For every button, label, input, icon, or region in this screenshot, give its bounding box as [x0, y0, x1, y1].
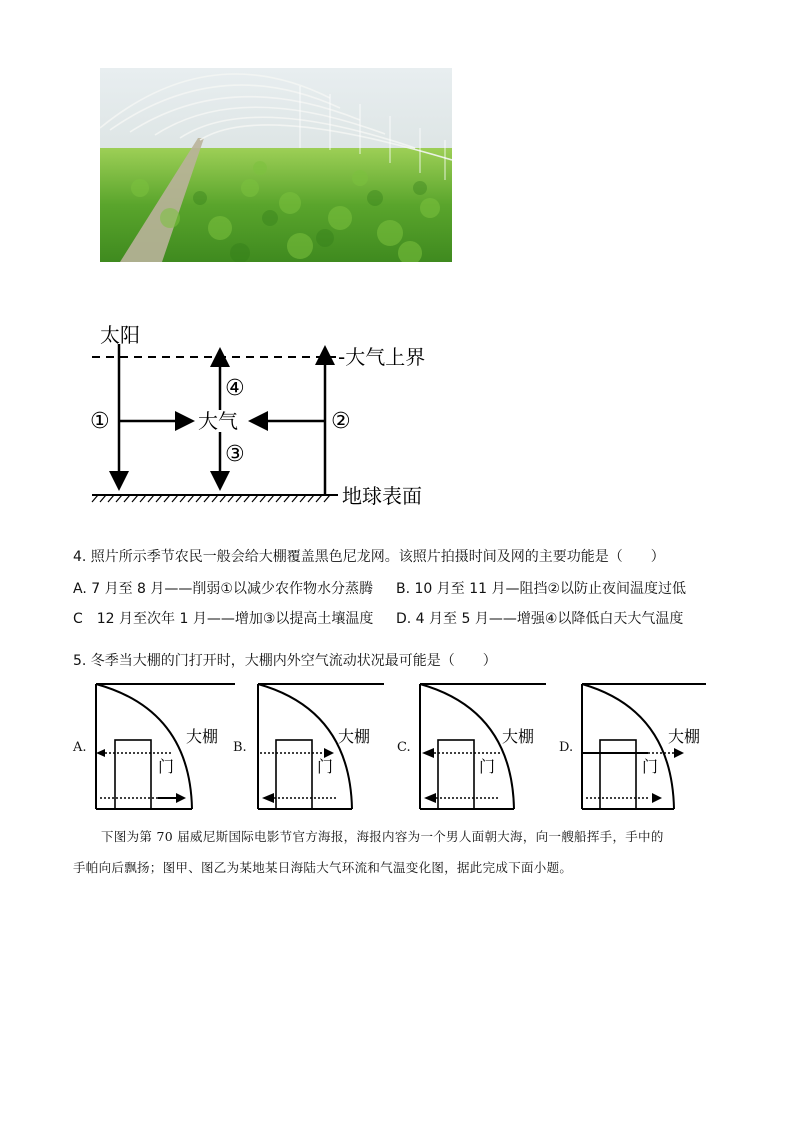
atmosphere-label: 大气 [198, 409, 238, 433]
label-2: ② [331, 409, 351, 434]
q5-option-b-diagram [252, 680, 402, 815]
q4-option-c: C 12 月至次年 1 月——增加③以提高土壤温度 [73, 611, 374, 627]
q5-stem: 5. 冬季当大棚的门打开时，大棚内外空气流动状况最可能是（ ） [73, 653, 497, 669]
ground-label: 地球表面 [342, 484, 422, 508]
q5-option-b-door: 门 [317, 757, 334, 776]
q5-option-b-letter: B. [233, 740, 247, 755]
label-1: ① [90, 409, 110, 434]
q5-option-c-door: 门 [479, 757, 496, 776]
q5-option-b-shed: 大棚 [338, 727, 371, 746]
label-3: ③ [225, 442, 245, 467]
ground-hatch [92, 495, 330, 502]
q5-option-d-shed: 大棚 [668, 727, 701, 746]
greenhouse-lettuce-photo [100, 68, 452, 262]
q5-option-a-letter: A. [73, 740, 87, 755]
q4-option-b: B. 10 月至 11 月—阻挡②以防止夜间温度过低 [396, 581, 687, 597]
q4-option-d: D. 4 月至 5 月——增强④以降低白天大气温度 [396, 611, 684, 627]
q4-stem: 4. 照片所示季节农民一般会给大棚覆盖黑色尼龙网。该照片拍摄时间及网的主要功能是（ ） [73, 549, 665, 565]
q5-option-c-diagram [414, 680, 564, 815]
q5-option-d-letter: D. [559, 740, 574, 755]
q5-option-d-door: 门 [642, 757, 659, 776]
intro-line-1: 下图为第 70 届威尼斯国际电影节官方海报，海报内容为一个男人面朝大海，向一艘船挥手，手中的 [101, 829, 664, 844]
q4-option-a: A. 7 月至 8 月——削弱①以减少农作物水分蒸腾 [73, 581, 373, 597]
q5-option-c-shed: 大棚 [502, 727, 535, 746]
q5-option-a-door: 门 [158, 757, 175, 776]
q5-option-c-letter: C. [397, 740, 411, 755]
intro-line-2: 手帕向后飘扬；图甲、图乙为某地某日海陆大气环流和气温变化图，据此完成下面小题。 [73, 860, 573, 875]
upper-boundary-label: -大气上界 [338, 345, 426, 369]
sun-label: 太阳 [100, 323, 140, 347]
q5-option-a-diagram [90, 680, 240, 815]
q5-option-d-diagram [576, 680, 726, 815]
label-4: ④ [225, 376, 245, 401]
q5-option-a-shed: 大棚 [186, 727, 219, 746]
radiation-diagram [86, 318, 436, 513]
greenhouse-photo [100, 68, 452, 262]
